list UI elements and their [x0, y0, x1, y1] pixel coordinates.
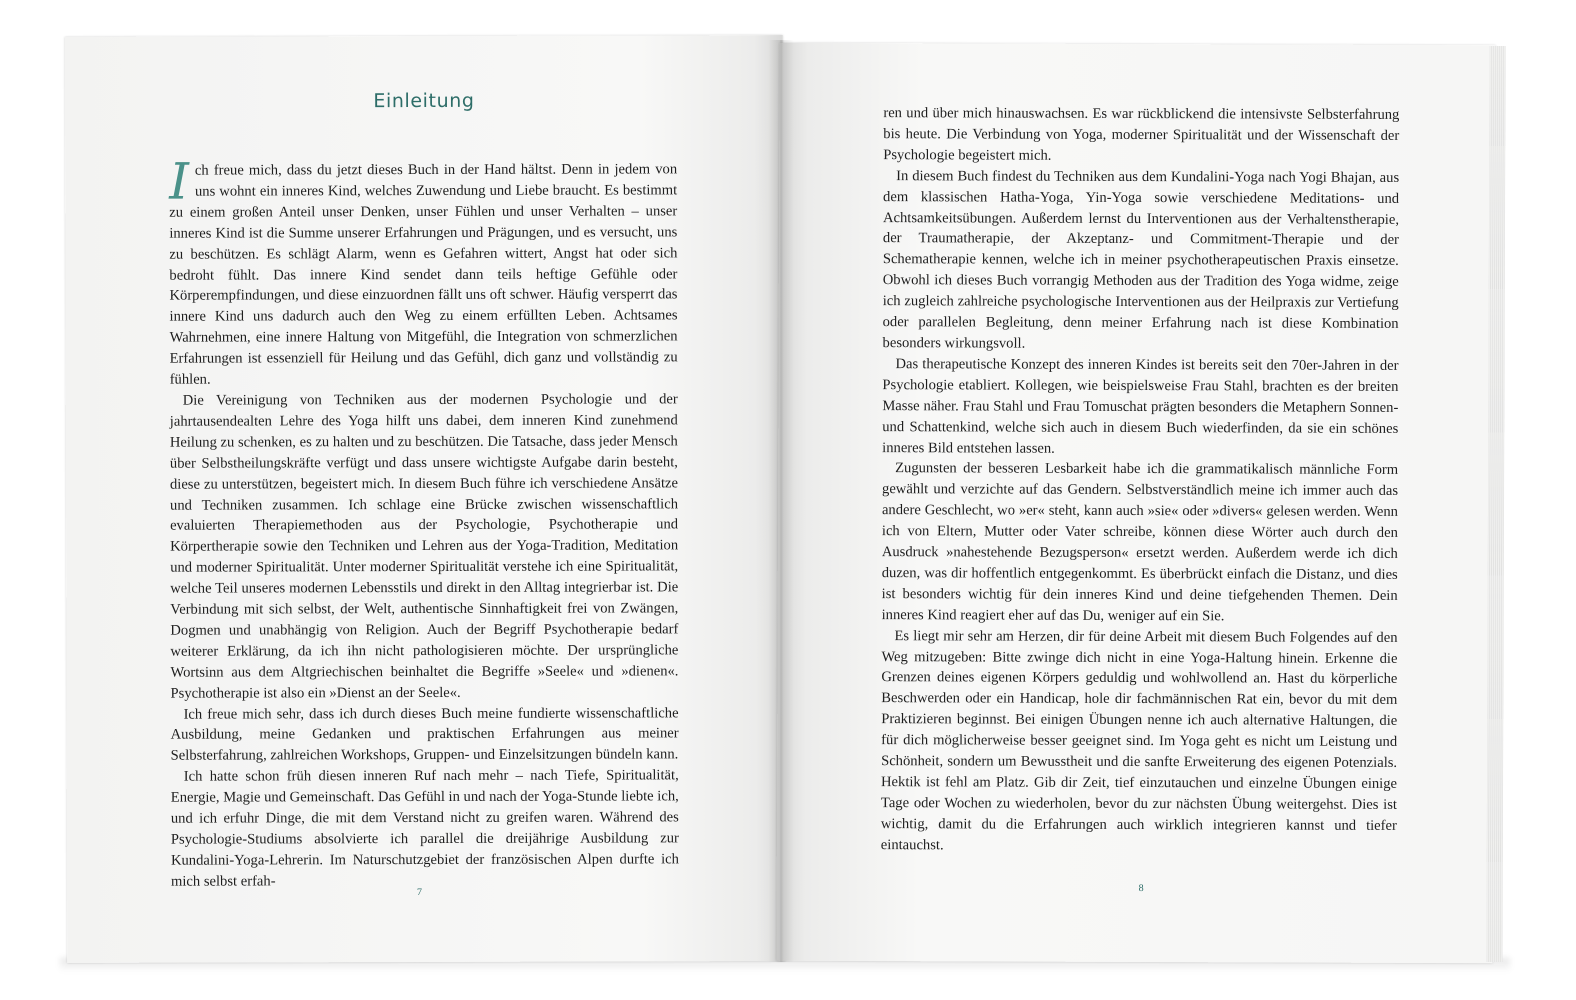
paragraph-3: Das therapeutische Konzept des inneren Kindes ist bereits seit den 70er-Jahren in der Psychologie etabliert. Kollegen, wie beispielsweise Frau Stahl, brachten es der breiten Masse näher. Frau Stahl und Frau Tomuschat prägten besonders die Metaphern Sonnen- und Schattenkind, welche sich auch in diesem Buch wiederfinden, da sie ein schönes inneres Bild entstehen lassen. [882, 356, 1399, 457]
right-page [776, 43, 1495, 963]
paragraph-5: Es liegt mir sehr am Herzen, dir für deine Arbeit mit diesem Buch Folgendes auf den Weg mitzugeben: Bitte zwinge dich nicht in eine Yoga-Haltung hinein. Erkenne die Grenzen deines eigenen Körpers geduldig und wohlwollend an. Hast du körperliche Beschwerden oder ein Handicap, hole dir fachmännischen Rat ein, bevor du mit dem Praktizieren beginnst. Bei einigen Übungen nenne ich auch alternative Haltungen, die für dich möglicherweise besser geeignet sind. Im Yoga geht es nicht um Leistung und Schönheit, sondern um Bewusstheit und die sanfte Erweiterung des eigenen Potenzials. Hektik ist fehl am Platz. Gib dir Zeit, tief einzutauchen und einzelne Übungen einige Tage oder Wochen zu wiederholen, bevor du zur nächsten Übung weitergehst. Dies ist wichtig, damit du die Erfahrungen auch wirklich integrieren kannst und tiefer eintauchst. [880, 627, 1398, 854]
paragraph-2: In diesem Buch findest du Techniken aus dem Kundalini-Yoga nach Yogi Bhajan, aus dem klassischen Hatha-Yoga, Yin-Yoga sowie verschiedene Meditations- und Achtsamkeitsübungen. Außerdem lernst du Interventionen aus der Verhaltenstherapie, der Traumatherapie, der Akzeptanz- und Commitment-Therapie und der Schematherapie kennen, welche ich in meiner psychotherapeutischen Praxis einsetze. Obwohl ich dieses Buch vorrangig Methoden aus der Tradition des Yoga widme, zeige ich zugleich zahlreiche psychologische Interventionen aus der Heilpraxis zur Vertiefung oder parallelen Begleitung, denn meiner Erfahrung nach ist diese Kombination besonders wirkungsvoll. [882, 167, 1400, 352]
paragraph-1: ren und über mich hinauswachsen. Es war rückblickend die intensivste Selbsterfahrung bis heute. Die Verbindung von Yoga, moderner Spiritualität und der Wissenschaft der Psychologie begeistert mich. [883, 105, 1400, 164]
drop-cap: I [169, 152, 190, 211]
right-page-body [881, 103, 1400, 857]
book-gutter [768, 40, 794, 962]
page-number-right: 8 [1138, 883, 1144, 895]
chapter-title: Einleitung [373, 89, 475, 113]
paragraph-1 [169, 152, 678, 390]
paragraph-4: Zugunsten der besseren Lesbarkeit habe ich die grammatikalisch männliche Form gewählt und verzichte auf das Gendern. Selbstverständlich meine ich immer auch das andere Geschlecht, wo »er« steht, kann auch »sie« oder »divers« gelesen werden. Wenn ich von Eltern, Mutter oder Vater schreibe, können diese Wörter auch durch den Ausdruck »nahestehende Bezugsperson« ersetzt werden. Außerdem werde ich dich duzen, was dir hoffentlich entgegenkommt. Es überbrückt einfach die Distanz, und dies ist besonders wichtig für dein inneres Kind und deine tiefgehenden Themen. Dein inneres Kind reagiert eher auf das Du, weniger auf ein Sie. [881, 460, 1399, 625]
left-page-body [169, 152, 679, 892]
page-edges [1486, 46, 1505, 962]
paragraph-3: Ich freue mich sehr, dass ich durch dieses Buch meine fundierte wissenschaftliche Ausbildung, meine Gedanken und praktischen Erfahrungen aus meiner Selbsterfahrung, zahlreichen Workshops, Gruppen- und Einzelsitzungen bündeln kann. [170, 704, 679, 765]
paragraph-2: Die Vereinigung von Techniken aus der modernen Psychologie und der jahrtausendealten Lehre des Yoga hilft uns dabei, dem inneren Kind zunehmend Heilung zu schenken, es zu halten und zu beschützen. Die Tatsache, dass jeder Mensch über Selbstheilungskräfte verfügt und dass unsere wichtigste Aufgabe darin besteht, diese zu unterstützen, begeistert mich. In diesem Buch führe ich verschiedene Ansätze und Techniken zusammen. Ich schlage eine Brücke zwischen wissenschaftlich evaluierten Therapiemethoden aus der Psychologie, Psychotherapie und Körpertherapie sowie den Techniken und Lehren aus der Yoga-Tradition, Meditation und moderner Spiritualität. Unter moderner Spiritualität verstehe ich eine Spiritualität, welche Teil unseres modernen Lebensstils und direkt in den Alltag integrierbar ist. Die Verbindung mit sich selbst, der Welt, authentische Sinnhaftigkeit frei von Zwängen, Dogmen und unabhängig von Religion. Auch der Begriff Psychotherapie bedarf weiterer Erklärung, da ich ihn nicht pathologisieren möchte. Der ursprüngliche Wortsinn aus dem Altgriechischen beinhaltet die Begriffe »Seele« und »dienen«. Psychotherapie ist also ein »Dienst an der Seele«. [169, 391, 679, 702]
paragraph-text: ch freue mich, dass du jetzt dieses Buch in der Hand hältst. Denn in jedem von uns wohnt ein inneres Kind, welches Zuwendung und Liebe braucht. Es bestimmt zu einem großen Anteil unser Denken, unser Fühlen und unser Verhalten – unser inneres Kind ist die Summe unserer Erfahrungen und Prägungen, und es versucht, uns zu beschützen. Es schlägt Alarm, wenn es Gefahren wittert, Angst hat oder sich bedroht fühlt. Das innere Kind sendet dann teils heftige Gefühle oder Körperempfindungen, und diese einzuordnen fällt uns oft schwer. Häufig versperrt das innere Kind uns dadurch auch den Weg zu einem erfüllten Leben. Achtsames Wahrnehmen, eine innere Haltung von Mitgefühl, die Integration von schmerzlichen Erfahrungen ist essenziell für Heilung und das Gefühl, dich ganz und vollständig zu fühlen. [169, 161, 678, 388]
left-page [65, 35, 785, 963]
page-number-left: 7 [417, 887, 423, 899]
paragraph-4: Ich hatte schon früh diesen inneren Ruf nach mehr – nach Tiefe, Spiritualität, Energie, Magie und Gemeinschaft. Das Gefühl in und nach der Yoga-Stunde liebte ich, und ich erfuhr Dinge, die mit dem Verstand nicht zu greifen waren. Während des Psychologie-Studiums absolvierte ich parallel die dreijährige Ausbildung zur Kundalini-Yoga-Lehrerin. Im Naturschutzgebiet der französischen Alpen durfte ich mich selbst erfah- [170, 767, 679, 890]
